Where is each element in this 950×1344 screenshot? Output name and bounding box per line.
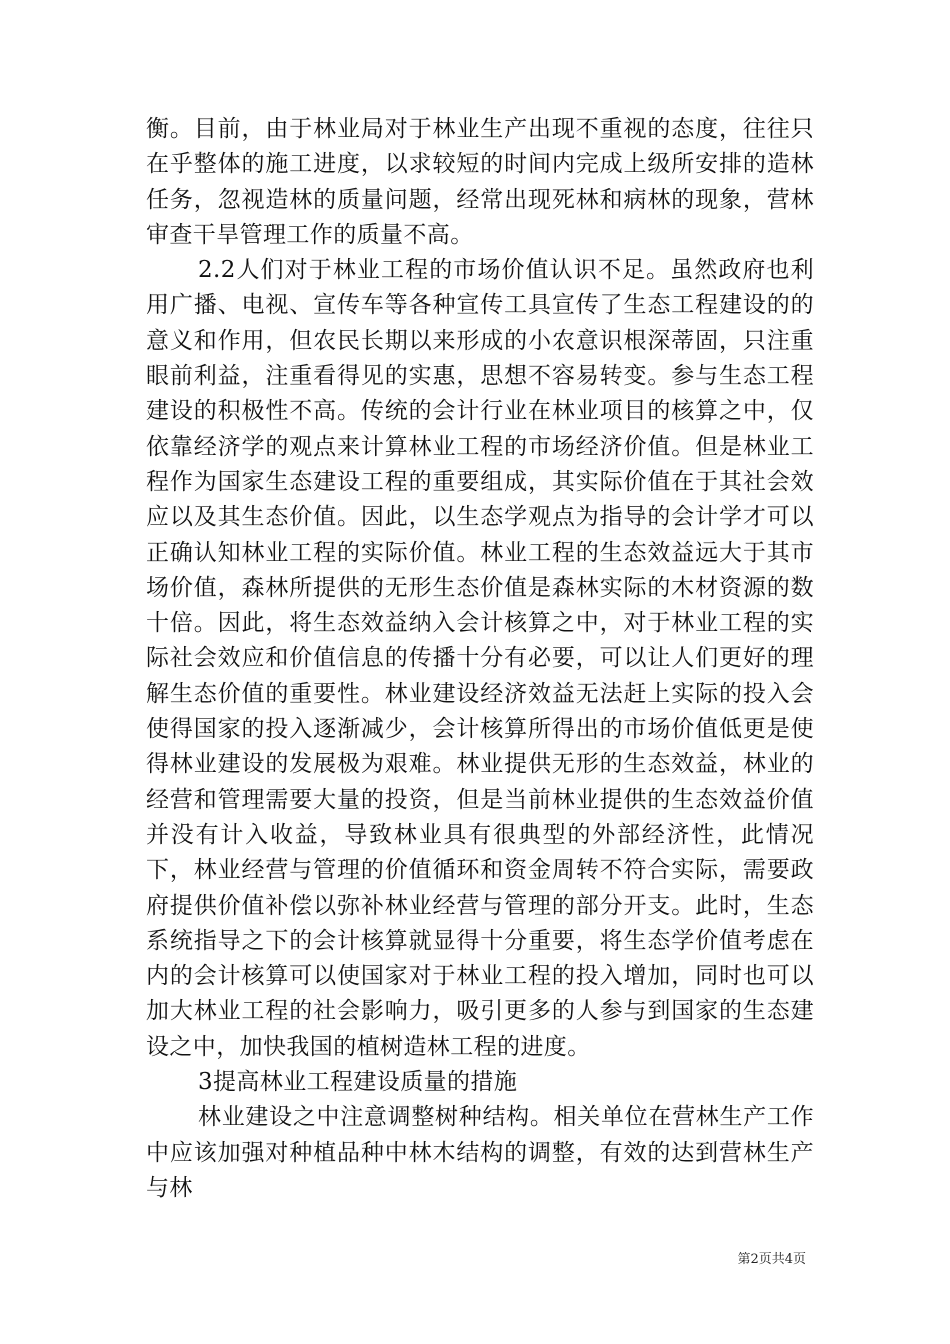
page-number-footer: 第2页共4页 <box>737 1252 806 1267</box>
paragraph-continuation: 衡。目前，由于林业局对于林业生产出现不重视的态度，往往只在乎整体的施工进度，以求较短的时间内完成上级所安排的造林任务，忽视造林的质量问题，经常出现死林和病林的现象，营林审查干旱管理工作的质量不高。 <box>146 116 814 248</box>
document-body <box>146 112 814 1206</box>
paragraph-tree-species: 林业建设之中注意调整树种结构。相关单位在营林生产工作中应该加强对种植品种中林木结构的调整，有效的达到营林生产与林 <box>146 1104 814 1201</box>
section-heading-3: 3提高林业工程建设质量的措施 <box>198 1069 518 1096</box>
paragraph-section-2-2: 2.2人们对于林业工程的市场价值认识不足。虽然政府也利用广播、电视、宣传车等各种宣传工具宣传了生态工程建设的的意义和作用，但农民长期以来形成的小农意识根深蒂固，只注重眼前利益，注重看得见的实惠，思想不容易转变。参与生态工程建设的积极性不高。传统的会计行业在林业项目的核算之中，仅依靠经济学的观点来计算林业工程的市场经济价值。但是林业工程作为国家生态建设工程的重要组成，其实际价值在于其社会效应以及其生态价值。因此，以生态学观点为指导的会计学才可以正确认知林业工程的实际价值。林业工程的生态效益远大于其市场价值，森林所提供的无形生态价值是森林实际的木材资源的数十倍。因此，将生态效益纳入会计核算之中，对于林业工程的实际社会效应和价值信息的传播十分有必要，可以让人们更好的理解生态价值的重要性。林业建设经济效益无法赶上实际的投入会使得国家的投入逐渐减少，会计核算所得出的市场价值低更是使得林业建设的发展极为艰难。林业提供无形的生态效益，林业的经营和管理需要大量的投资，但是当前林业提供的生态效益价值并没有计入收益，导致林业具有很典型的外部经济性，此情况下，林业经营与管理的价值循环和资金周转不符合实际，需要政府提供价值补偿以弥补林业经营与管理的部分开支。此时，生态系统指导之下的会计核算就显得十分重要，将生态学价值考虑在内的会计核算可以使国家对于林业工程的投入增加，同时也可以加大林业工程的社会影响力，吸引更多的人参与到国家的生态建设之中，加快我国的植树造林工程的进度。 <box>146 257 814 1060</box>
